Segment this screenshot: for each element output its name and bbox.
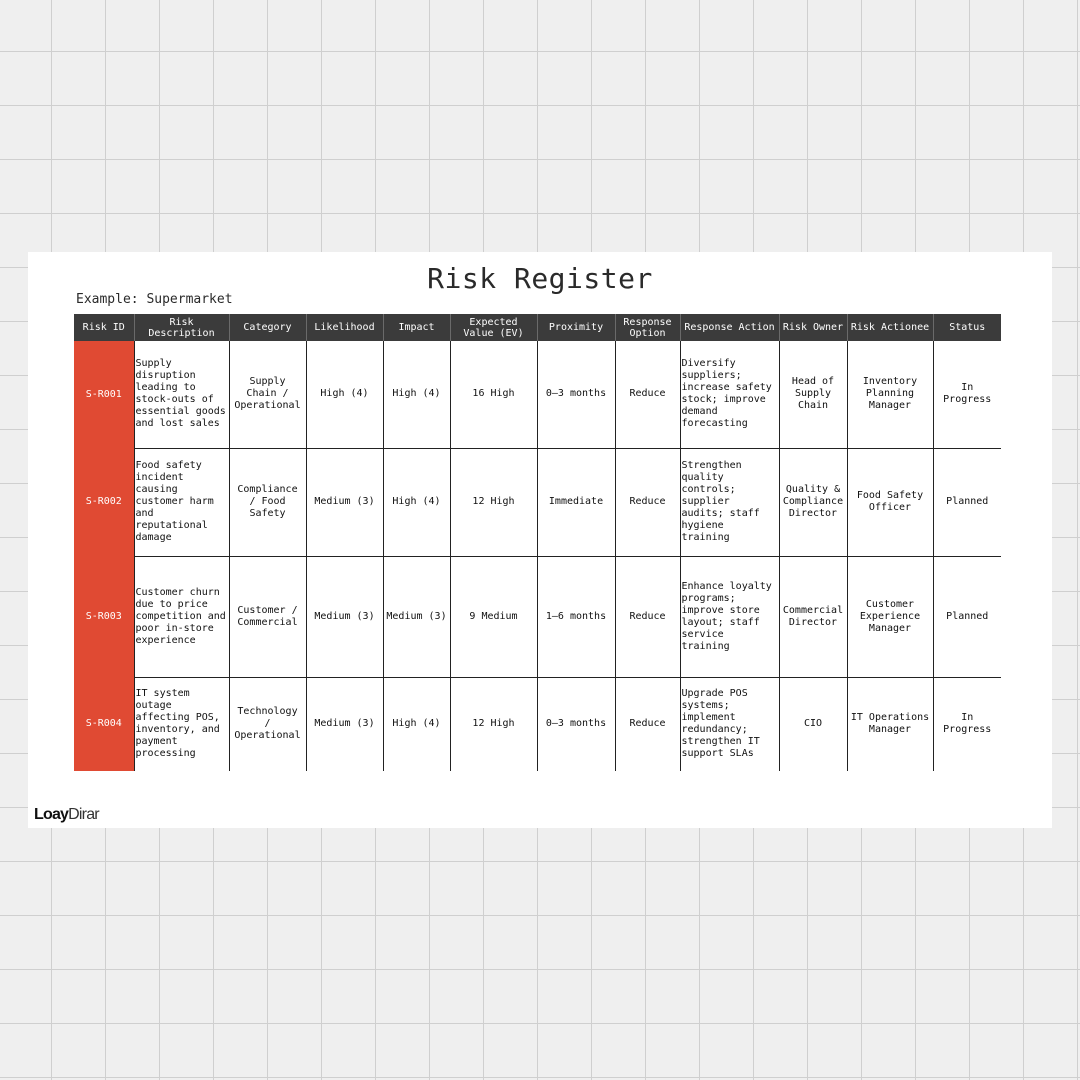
category-cell: Technology / Operational	[229, 677, 306, 771]
risk-id-cell: S-R003	[74, 556, 134, 677]
risk-description-cell: IT system outage affecting POS, inventory, and payment processing	[134, 677, 229, 771]
impact-cell: High (4)	[383, 448, 450, 556]
risk-actionee-cell: Food Safety Officer	[847, 448, 933, 556]
expected-value-cell: 9 Medium	[450, 556, 537, 677]
status-cell: In Progress	[933, 341, 1001, 448]
risk-actionee-cell: IT Operations Manager	[847, 677, 933, 771]
likelihood-cell: Medium (3)	[306, 556, 383, 677]
risk-id-cell: S-R004	[74, 677, 134, 771]
proximity-cell: 0–3 months	[537, 677, 615, 771]
risk-description-cell: Supply disruption leading to stock-outs of essential goods and lost sales	[134, 341, 229, 448]
impact-cell: High (4)	[383, 341, 450, 448]
status-cell: Planned	[933, 448, 1001, 556]
column-header: Risk Actionee	[847, 314, 933, 341]
column-header: Risk ID	[74, 314, 134, 341]
response-option-cell: Reduce	[615, 556, 680, 677]
status-cell: In Progress	[933, 677, 1001, 771]
column-header: Response Action	[680, 314, 779, 341]
likelihood-cell: Medium (3)	[306, 448, 383, 556]
table-row	[74, 556, 1001, 677]
risk-register-card	[28, 252, 1052, 828]
column-header: Status	[933, 314, 1001, 341]
proximity-cell: 0–3 months	[537, 341, 615, 448]
category-cell: Compliance / Food Safety	[229, 448, 306, 556]
risk-owner-cell: Head of Supply Chain	[779, 341, 847, 448]
risk-description-cell: Customer churn due to price competition and poor in-store experience	[134, 556, 229, 677]
expected-value-cell: 12 High	[450, 448, 537, 556]
column-header: Likelihood	[306, 314, 383, 341]
risk-description-cell: Food safety incident causing customer harm and reputational damage	[134, 448, 229, 556]
response-option-cell: Reduce	[615, 341, 680, 448]
column-header: Proximity	[537, 314, 615, 341]
status-cell: Planned	[933, 556, 1001, 677]
risk-owner-cell: Commercial Director	[779, 556, 847, 677]
expected-value-cell: 12 High	[450, 677, 537, 771]
risk-actionee-cell: Customer Experience Manager	[847, 556, 933, 677]
risk-owner-cell: CIO	[779, 677, 847, 771]
response-action-cell: Strengthen quality controls; supplier audits; staff hygiene training	[680, 448, 779, 556]
proximity-cell: 1–6 months	[537, 556, 615, 677]
brand-logo	[34, 806, 99, 824]
table-row	[74, 448, 1001, 556]
risk-id-cell: S-R001	[74, 341, 134, 448]
table-row	[74, 677, 1001, 771]
response-action-cell: Upgrade POS systems; implement redundancy; strengthen IT support SLAs	[680, 677, 779, 771]
impact-cell: Medium (3)	[383, 556, 450, 677]
response-option-cell: Reduce	[615, 677, 680, 771]
column-header: Risk Description	[134, 314, 229, 341]
likelihood-cell: High (4)	[306, 341, 383, 448]
risk-owner-cell: Quality & Compliance Director	[779, 448, 847, 556]
logo-bold-text: Loay	[34, 806, 69, 823]
response-option-cell: Reduce	[615, 448, 680, 556]
table-header-row	[74, 314, 1001, 341]
risk-id-cell: S-R002	[74, 448, 134, 556]
column-header: Category	[229, 314, 306, 341]
page-subtitle: Example: Supermarket	[76, 292, 233, 307]
category-cell: Customer / Commercial	[229, 556, 306, 677]
table-row	[74, 341, 1001, 448]
page-title: Risk Register	[427, 262, 653, 295]
likelihood-cell: Medium (3)	[306, 677, 383, 771]
column-header: Impact	[383, 314, 450, 341]
response-action-cell: Diversify suppliers; increase safety stock; improve demand forecasting	[680, 341, 779, 448]
impact-cell: High (4)	[383, 677, 450, 771]
column-header: Risk Owner	[779, 314, 847, 341]
response-action-cell: Enhance loyalty programs; improve store layout; staff service training	[680, 556, 779, 677]
column-header: Response Option	[615, 314, 680, 341]
proximity-cell: Immediate	[537, 448, 615, 556]
risk-register-table	[74, 314, 1001, 771]
expected-value-cell: 16 High	[450, 341, 537, 448]
category-cell: Supply Chain / Operational	[229, 341, 306, 448]
logo-light-text: Dirar	[68, 806, 99, 823]
column-header: Expected Value (EV)	[450, 314, 537, 341]
risk-actionee-cell: Inventory Planning Manager	[847, 341, 933, 448]
